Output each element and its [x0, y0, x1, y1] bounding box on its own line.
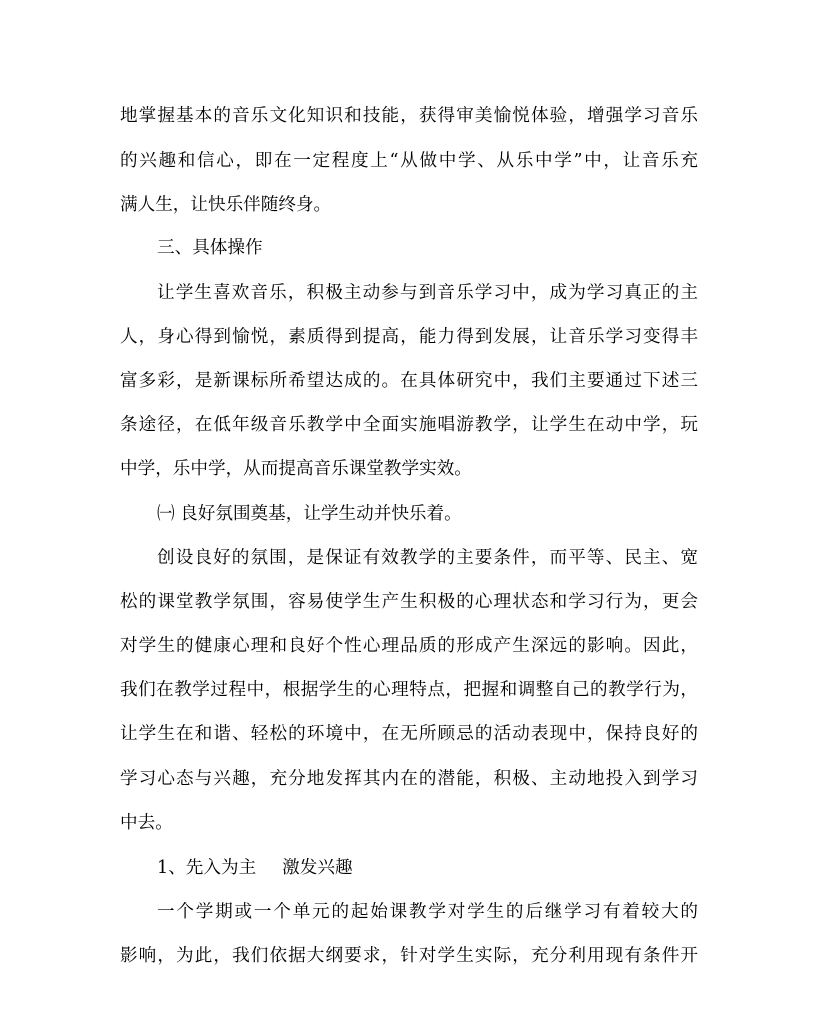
paragraph-line: 地掌握基本的音乐文化知识和技能，获得审美愉悦体验，增强学习音乐: [120, 106, 698, 126]
paragraph-line: 让学生喜欢音乐，积极主动参与到音乐学习中，成为学习真正的主: [157, 283, 698, 303]
item-heading: [157, 857, 353, 879]
paragraph-line: 学习心态与兴趣，充分地发挥其内在的潜能，积极、主动地投入到学习: [120, 769, 698, 789]
paragraph-line: 影响，为此，我们依据大纲要求，针对学生实际，充分利用现有条件开: [120, 946, 698, 966]
paragraph-line: 人，身心得到愉悦，素质得到提高，能力得到发展，让音乐学习变得丰: [120, 327, 698, 347]
paragraph-line: 中学，乐中学，从而提高音乐课堂教学实效。: [120, 459, 472, 479]
paragraph-line: 一个学期或一个单元的起始课教学对学生的后继学习有着较大的: [157, 902, 698, 922]
item-title: 激发兴趣: [282, 858, 353, 878]
section-heading: 三、具体操作: [157, 238, 263, 258]
paragraph-line: 对学生的健康心理和良好个性心理品质的形成产生深远的影响。因此，: [120, 636, 698, 656]
paragraph-line: 中去。: [120, 813, 173, 833]
paragraph-line: 满人生，让快乐伴随终身。: [120, 195, 332, 215]
paragraph-line: 松的课堂教学氛围，容易使学生产生积极的心理状态和学习行为，更会: [120, 592, 698, 612]
paragraph-line: 条途径，在低年级音乐教学中全面实施唱游教学，让学生在动中学，玩: [120, 415, 698, 435]
paragraph-line: 的兴趣和信心，即在一定程度上“从做中学、从乐中学”中，让音乐充: [120, 151, 698, 171]
item-number: 1、先入为主: [157, 858, 257, 878]
subsection-heading: ㈠ 良好氛围奠基，让学生动并快乐着。: [157, 504, 462, 524]
paragraph-line: 让学生在和谐、轻松的环境中，在无所顾忌的活动表现中，保持良好的: [120, 724, 698, 744]
paragraph-line: 我们在教学过程中，根据学生的心理特点，把握和调整自己的教学行为，: [120, 680, 698, 700]
paragraph-line: 富多彩，是新课标所希望达成的。在具体研究中，我们主要通过下述三: [120, 371, 698, 391]
paragraph-line: 创设良好的氛围，是保证有效教学的主要条件，而平等、民主、宽: [157, 548, 698, 568]
